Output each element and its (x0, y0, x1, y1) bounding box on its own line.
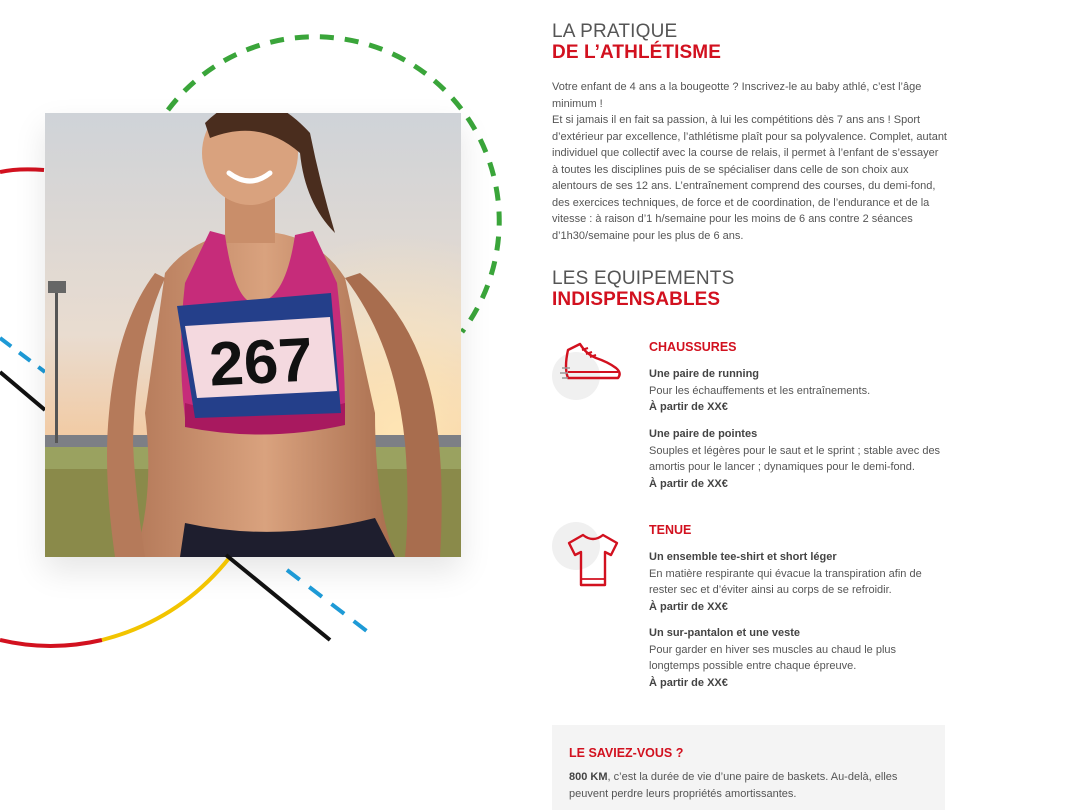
equipment-title-light: LES EQUIPEMENTS (552, 268, 735, 289)
did-you-know-highlight: 800 KM (569, 771, 608, 783)
item-price: À partir de XX€ (649, 401, 728, 413)
red-arc-top (0, 169, 44, 172)
running-shoe-icon (560, 340, 624, 386)
black-line-left (0, 372, 45, 410)
race-bib (177, 293, 341, 418)
item-running-shoes (649, 366, 949, 416)
did-you-know-body: , c’est la durée de vie d’une paire de baskets. Au-delà, elles peuvent perdre leurs propriétés amortissantes. (569, 771, 898, 800)
practice-title-light: LA PRATIQUE (552, 21, 678, 42)
practice-paragraph-2: Et si jamais il en fait sa passion, à lui les compétitions dès 7 ans ans ! Sport d’extérieur par excellence, l’athlétisme plaît pour sa polyvalence. Complet, autant individuel que collectif avec la course de relais, il permet à l’enfant de s’essayer à toutes les disciplines puis de se spécialiser dans celle de son choix aux alentours de ses 12 ans. L’entraînement comprend des courses, du demi-fond, des exercices techniques, de force et de coordination, de l’endurance et de la vitesse : à raison d’1 h/semaine pour les moins de 6 ans contre 2 séances d’1h30/semaine pour les plus de 6 ans. (552, 114, 947, 242)
equipment-title-bold: INDISPENSABLES (552, 289, 721, 310)
bib-number: 267 (207, 325, 315, 400)
item-description: Pour garder en hiver ses muscles au chaud le plus longtemps possible entre chaque épreuve. (649, 643, 897, 672)
athlete-photo (45, 113, 461, 557)
category-shoes-title: CHAUSSURES (649, 340, 737, 354)
item-name: Un ensemble tee-shirt et short léger (649, 551, 837, 563)
item-name: Une paire de pointes (649, 428, 758, 440)
practice-paragraph-1: Votre enfant de 4 ans a la bougeotte ? Inscrivez-le au baby athlé, c’est l’âge minimum ! (552, 81, 922, 110)
item-pants-jacket (649, 625, 949, 691)
tshirt-icon (565, 531, 621, 589)
item-price: À partir de XX€ (649, 477, 728, 490)
did-you-know-box (552, 725, 945, 810)
practice-section (552, 22, 947, 244)
category-outfit (552, 521, 947, 691)
item-price: À partir de XX€ (649, 600, 728, 613)
equipment-section (552, 269, 947, 311)
item-description: Pour les échauffements et les entraînements. (649, 384, 871, 397)
item-name: Une paire de running (649, 368, 760, 380)
did-you-know-title: LE SAVIEZ-VOUS ? (569, 746, 684, 760)
item-description: En matière respirante qui évacue la transpiration afin de rester sec et d’éviter ainsi au corps de se refroidir. (649, 567, 922, 596)
item-spike-shoes (649, 426, 949, 492)
athlete-illustration (45, 113, 461, 557)
practice-intro (552, 79, 947, 244)
category-outfit-title: TENUE (649, 523, 692, 537)
item-price: À partir de XX€ (649, 676, 728, 689)
item-name: Un sur-pantalon et une veste (649, 627, 800, 639)
category-shoes (552, 338, 947, 498)
practice-title-bold: DE L’ATHLÉTISME (552, 42, 721, 63)
item-description: Souples et légères pour le saut et le sprint ; stable avec des amortis pour le lancer ; dynamiques pour le demi-fond. (649, 444, 941, 473)
item-tshirt-shorts (649, 549, 949, 615)
did-you-know-text (569, 769, 939, 802)
blue-dash-left (0, 338, 45, 372)
